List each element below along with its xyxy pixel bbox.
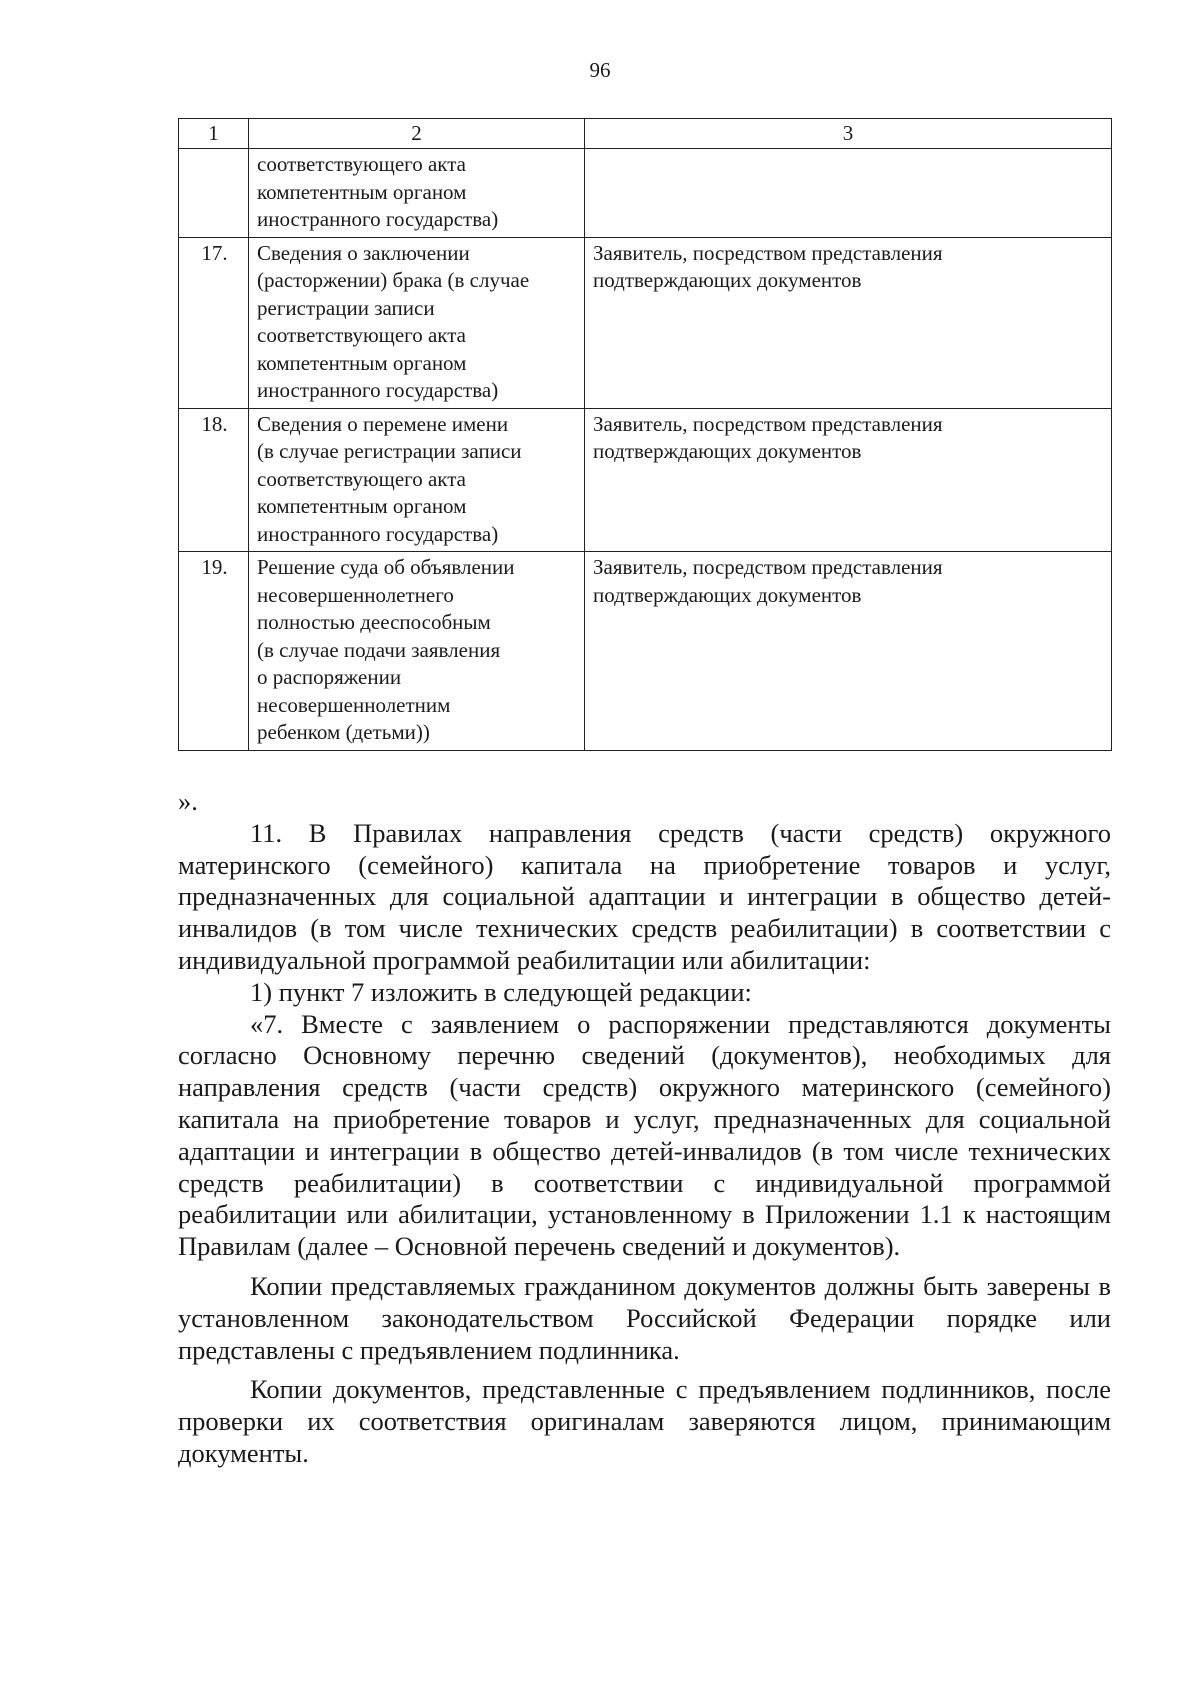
table-row — [179, 237, 1112, 408]
paragraph-item-11: 11. В Правилах направления средств (части средств) окружного материнского (семейного) капитала на приобретение товаров и услуг, предназначенных для социальной адаптации и интеграции в общество детей-инвалидов (в том числе технических средств реабилитации) в соответствии с индивидуальной программой реабилитации или абилитации: — [178, 817, 1111, 975]
paragraph-subitem-1: 1) пункт 7 изложить в следующей редакции: — [250, 976, 752, 1007]
table-row — [179, 149, 1112, 238]
table-row — [179, 552, 1112, 751]
row-source: Заявитель, посредством представления подтверждающих документов — [585, 408, 1112, 552]
table-header-row — [179, 119, 1112, 149]
documents-table — [178, 118, 1112, 751]
row-number: 18. — [179, 408, 249, 552]
paragraph-copies-certification: Копии представляемых гражданином документов должны быть заверены в установленном законодательством Российской Федерации порядке или представлены с предъявлением подлинника. — [178, 1270, 1111, 1365]
row-number: 19. — [179, 552, 249, 751]
row-information: Сведения о перемене имени (в случае регистрации записи соответствующего акта компетентным органом иностранного государства) — [249, 408, 585, 552]
closing-quote: ». — [178, 786, 198, 816]
row-information: Сведения о заключении (расторжении) брака (в случае регистрации записи соответствующего акта компетентным органом иностранного государства) — [249, 237, 585, 408]
page-number: 96 — [589, 58, 611, 82]
table-row — [179, 408, 1112, 552]
row-information: Решение суда об объявлении несовершеннолетнего полностью дееспособным (в случае подачи заявления о распоряжении несовершеннолетним ребенком (детьми)) — [249, 552, 585, 751]
row-source: Заявитель, посредством представления подтверждающих документов — [585, 552, 1112, 751]
row-information: соответствующего акта компетентным органом иностранного государства) — [249, 149, 585, 238]
paragraph-copies-verification: Копии документов, представленные с предъявлением подлинников, после проверки их соответствия оригиналам заверяются лицом, принимающим документы. — [178, 1374, 1111, 1468]
column-header: 3 — [585, 119, 1112, 149]
amendment-text — [178, 786, 1111, 1470]
paragraph-point-7: «7. Вместе с заявлением о распоряжении представляются документы согласно Основному перечню сведений (документов), необходимых для направления средств (части средств) окружного материнского (семейного) капитала на приобретение товаров и услуг, предназначенных для социальной адаптации и интеграции в общество детей-инвалидов (в том числе технических средств реабилитации) в соответствии с индивидуальной программой реабилитации или абилитации, установленному в Приложении 1.1 к настоящим Правилам (далее – Основной перечень сведений и документов). — [178, 1008, 1111, 1262]
row-number: 17. — [179, 237, 249, 408]
row-source: Заявитель, посредством представления подтверждающих документов — [585, 237, 1112, 408]
column-header: 2 — [249, 119, 585, 149]
row-number — [179, 149, 249, 238]
row-source — [585, 149, 1112, 238]
column-header: 1 — [179, 119, 249, 149]
